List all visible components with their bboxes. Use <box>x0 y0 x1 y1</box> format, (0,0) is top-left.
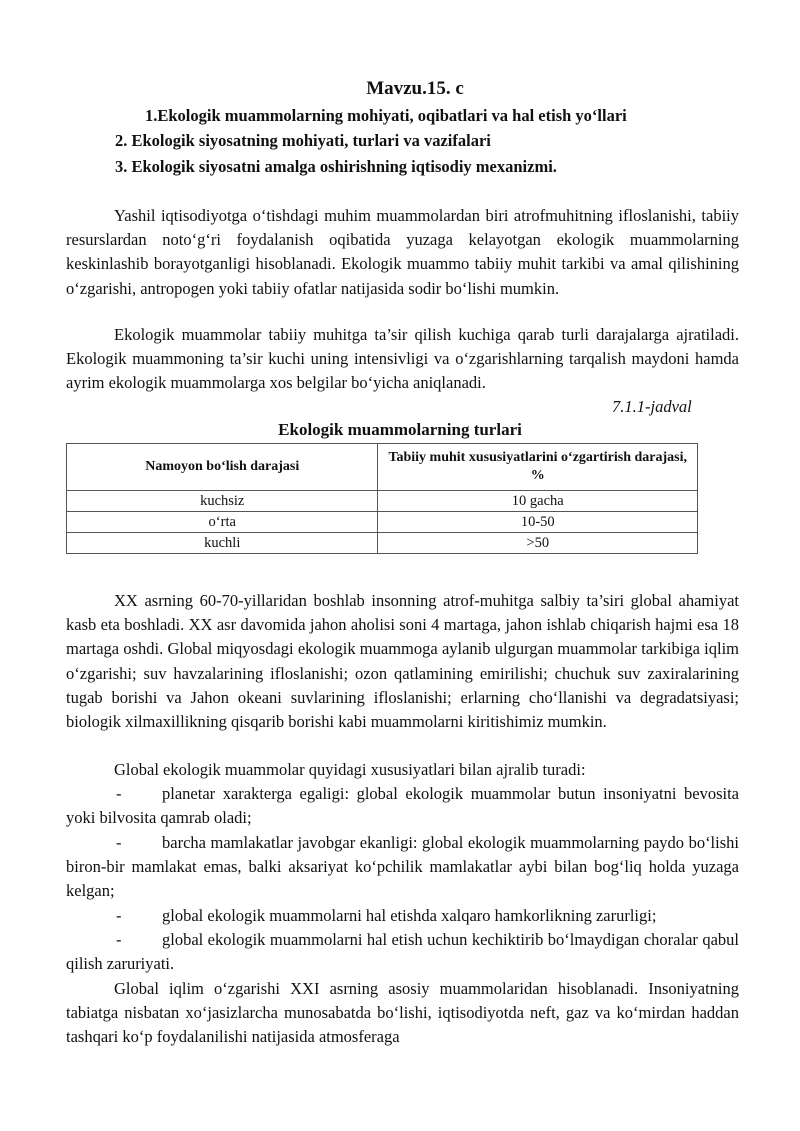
table-title: Ekologik muammolarning turlari <box>278 420 522 439</box>
table-row <box>67 533 698 554</box>
paragraph-4: Global ekologik muammolar quyidagi xususiyatlari bilan ajralib turadi: <box>114 760 586 779</box>
paragraph-1: Yashil iqtisodiyotga o‘tishdagi muhim muammolardan biri atrofmuhitning ifloslanishi, tabiiy resurslardan noto‘g‘ri foydalanish oqibatida yuzaga kelayotgan ekologik muammolarning keskinlashib borayotganligi hisoblanadi. Ekologik muammo tabiiy muhit tarkibi va amal qilishining o‘zgarishi, antropogen yoki tabiiy ofatlar natijasida sodir bo‘lishi mumkin. <box>66 206 739 298</box>
table-cell: kuchsiz <box>67 491 378 512</box>
list-dash: - <box>116 906 122 925</box>
ecological-problems-table <box>66 443 698 554</box>
list-item-text: barcha mamlakatlar javobgar ekanligi: global ekologik muammolarning paydo bo‘lishi biron-bir mamlakat emas, balki aksariyat ko‘pchilik mamlakatlar aybi bilan bog‘liq holda yuzaga kelgan; <box>66 833 739 901</box>
table-header-row <box>67 444 698 491</box>
table-header-cell: Namoyon bo‘lish darajasi <box>67 444 378 491</box>
table-row <box>67 491 698 512</box>
table-cell: 10-50 <box>378 512 698 533</box>
table-cell: o‘rta <box>67 512 378 533</box>
table-cell: 10 gacha <box>378 491 698 512</box>
topic-item-3: 3. Ekologik siyosatni amalga oshirishning iqtisodiy mexanizmi. <box>115 157 557 176</box>
list-item-text: global ekologik muammolarni hal etishda xalqaro hamkorlikning zarurligi; <box>162 906 657 925</box>
list-item <box>66 904 739 928</box>
list-item <box>66 831 739 904</box>
list-item <box>66 928 739 976</box>
table-header-cell: Tabiiy muhit xususiyatlarini o‘zgartirish darajasi, % <box>378 444 698 491</box>
table-cell: kuchli <box>67 533 378 554</box>
paragraph-3: XX asrning 60-70-yillaridan boshlab insonning atrof-muhitga salbiy ta’siri global ahamiyat kasb eta boshladi. XX asr davomida jahon aholisi soni 4 martaga, jahon ishlab chiqarish hajmi esa 18 martaga oshdi. Global miqyosdagi ekologik muammoga aylanib ulgurgan muammolar tarkibiga iqlim o‘zgarishi; suv havzalarining ifloslanishi; ozon qatlamining emirilishi; chuchuk suv zaxiralarining tugab borishi va Jahon okeani suvlarining ifloslanishi; erlarning cho‘llanishi va degradatsiyasi; biologik xilmaxillikning qisqarib borishi kabi muammolarni kiritishimiz mumkin. <box>66 591 739 732</box>
paragraph-2: Ekologik muammolar tabiiy muhitga ta’sir qilish kuchiga qarab turli darajalarga ajratiladi. Ekologik muammoning ta’sir kuchi uning intensivligi va o‘zgarishlarning tarqalish maydoni hamda ayrim ekologik muammolarga xos belgilar bo‘yicha aniqlanadi. <box>66 325 739 393</box>
table-caption: 7.1.1-jadval <box>612 397 692 416</box>
list-item <box>66 782 739 830</box>
list-dash: - <box>116 833 122 852</box>
document-title: Mavzu.15. c <box>366 78 464 99</box>
list-dash: - <box>116 784 122 803</box>
table-cell: >50 <box>378 533 698 554</box>
topic-item-2: 2. Ekologik siyosatning mohiyati, turlari va vazifalari <box>115 131 491 150</box>
paragraph-5: Global iqlim o‘zgarishi XXI asrning asosiy muammolaridan hisoblanadi. Insoniyatning tabiatga nisbatan xo‘jasizlarcha munosabatda bo‘lishi, iqtisodiyotda neft, gaz va ko‘mirdan haddan tashqari ko‘p foydalanilishi natijasida atmosferaga <box>66 979 739 1047</box>
list-item-text: global ekologik muammolarni hal etish uchun kechiktirib bo‘lmaydigan choralar qabul qilish zaruriyati. <box>66 930 739 974</box>
list-dash: - <box>116 930 122 949</box>
table-row <box>67 512 698 533</box>
topic-item-1: 1.Ekologik muammolarning mohiyati, oqibatlari va hal etish yo‘llari <box>145 106 627 125</box>
list-item-text: planetar xarakterga egaligi: global ekologik muammolar butun insoniyatni bevosita yoki bilvosita qamrab oladi; <box>66 784 739 828</box>
